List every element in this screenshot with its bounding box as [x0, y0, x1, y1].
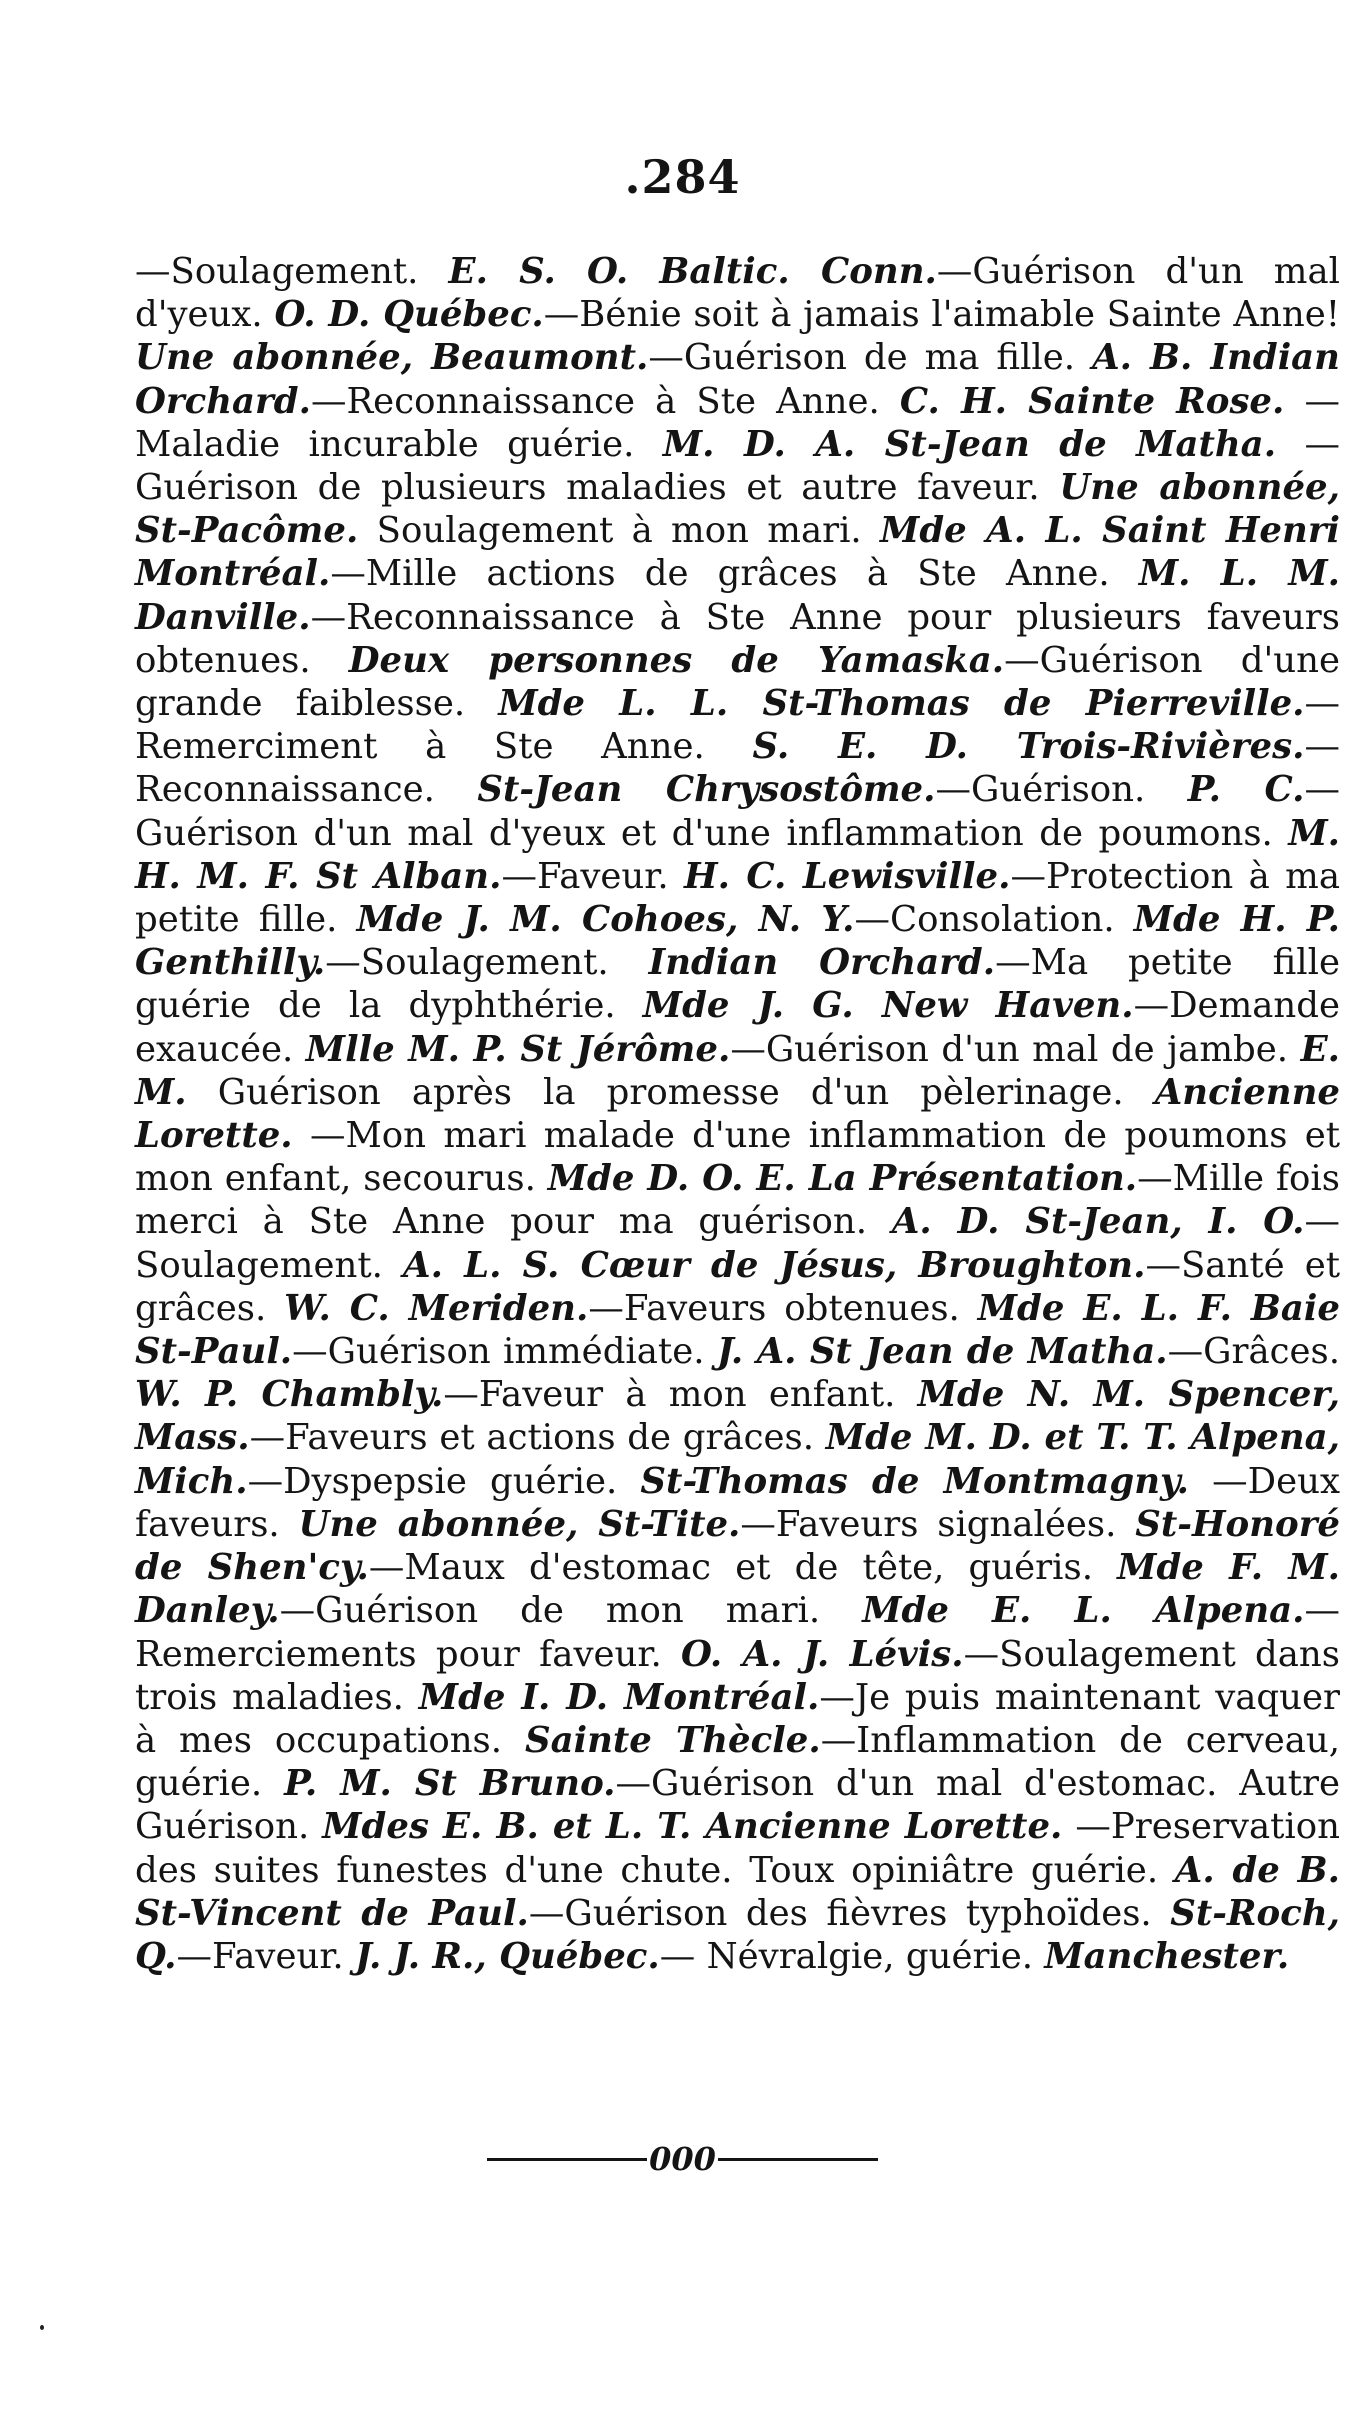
entry-text: —Reconnaissance. [135, 726, 1340, 811]
entry-text: —Guérison des fièvres typhoïdes. [528, 1892, 1171, 1934]
entry-signature: Mlle M. P. St Jérôme. [305, 1028, 731, 1070]
entry-signature: Mde H. P. Genthilly. [135, 899, 1340, 984]
entry-text: —Soulagement. [325, 942, 649, 984]
entry-text: —Faveur. [176, 1935, 355, 1977]
entry-signature: Une abonnée, Beaumont. [135, 337, 649, 379]
entry-signature: Mde F. M. Danley. [135, 1547, 1340, 1632]
entry-text: —Faveurs et actions de grâces. [249, 1417, 826, 1459]
entry-signature: St-Jean Chrysostôme. [477, 769, 936, 811]
entry-signature: Mde J. G. New Haven. [642, 985, 1134, 1027]
entry-signature: St-Roch, Q. [135, 1892, 1340, 1977]
entry-text: —Protection à ma petite fille. [135, 855, 1340, 941]
entry-text: —Guérison d'une grande faiblesse. [135, 639, 1340, 725]
entry-text: —Mille fois merci à Ste Anne pour ma guérison. [135, 1158, 1340, 1243]
entry-text: —Grâces. [1167, 1331, 1340, 1373]
entry-signature: Indian Orchard. [648, 942, 996, 984]
entry-signature: Mde L. L. St-Thomas de Pierreville. [498, 683, 1305, 725]
entry-text: —Guérison immédiate. [292, 1331, 717, 1373]
entry-signature: Mde A. L. Saint Henri Montréal. [135, 510, 1341, 595]
entry-signature: E. M. [135, 1028, 1340, 1113]
entry-signature: Manchester. [1044, 1935, 1290, 1977]
entry-signature: A. B. Indian Orchard. [135, 337, 1340, 422]
entry-signature: M. H. M. F. St Alban. [135, 812, 1340, 897]
entry-text: —Guérison. [935, 769, 1188, 811]
entry-signature: Ancienne Lorette. [135, 1071, 1340, 1157]
entry-text: —Inflammation de cerveau, guérie. [135, 1719, 1341, 1805]
entry-text: Soulagement à mon mari. [358, 510, 881, 552]
entry-signature: C. H. Sainte Rose. [899, 380, 1285, 422]
entry-text: —Soulagement. [135, 1201, 1341, 1286]
entry-signature: A. de B. St-Vincent de Paul. [135, 1849, 1340, 1934]
entry-text: —Guérison de ma fille. [648, 337, 1093, 379]
entry-text: —Mon mari malade d'une inflammation de poumons et mon enfant, secourus. [135, 1115, 1340, 1200]
entry-signature: O. A. J. Lévis. [681, 1633, 964, 1675]
entry-signature: Deux personnes de Yamaska. [348, 639, 1005, 681]
entry-signature: M. D. A. St-Jean de Matha. [662, 423, 1277, 465]
entry-signature: A. D. St-Jean, I. O. [891, 1201, 1305, 1243]
entry-text: —Consolation. [854, 899, 1134, 941]
entry-signature: St-Honoré de Shen'cy. [135, 1503, 1340, 1589]
entry-signature: St-Thomas de Montmagny. [640, 1460, 1189, 1502]
entry-text: —Soulagement. [135, 251, 449, 292]
print-speck [40, 2325, 44, 2330]
entry-signature: Mde M. D. et T. T. Alpena, Mich. [135, 1417, 1340, 1502]
entry-text: — Névralgie, guérie. [659, 1935, 1045, 1977]
entry-text: —Preservation des suites funestes d'une chute. Toux opiniâtre guérie. [135, 1806, 1340, 1891]
end-ornament [0, 2140, 1365, 2178]
entry-text: —Reconnaissance à Ste Anne. [310, 380, 900, 422]
entry-text: —Faveur. [501, 855, 685, 897]
entry-text: —Remerciment à Ste Anne. [135, 683, 1341, 768]
entry-signature: Mdes E. B. et L. T. Ancienne Lorette. [322, 1806, 1063, 1848]
entry-signature: M. L. M. Danville. [135, 553, 1340, 638]
entry-text: —Guérison de mon mari. [279, 1590, 863, 1632]
entry-signature: Mde D. O. E. La Présentation. [547, 1158, 1138, 1200]
end-rule-left [487, 2158, 647, 2161]
entry-signature: W. P. Chambly. [135, 1374, 444, 1416]
entry-text: —Guérison d'un mal d'yeux et d'une inflammation de poumons. [135, 769, 1340, 854]
entry-signature: Une abonnée, St-Pacôme. [135, 467, 1340, 552]
thanksgiving-list-paragraph [135, 250, 1340, 1978]
entry-signature: O. D. Québec. [274, 294, 544, 336]
entry-text: —Guérison de plusieurs maladies et autre faveur. [135, 423, 1340, 509]
entry-text: —Demande exaucée. [135, 985, 1340, 1070]
entry-signature: Sainte Thècle. [524, 1719, 821, 1761]
entry-text: —Je puis maintenant vaquer à mes occupations. [135, 1676, 1341, 1761]
entry-signature: P. M. St Bruno. [284, 1763, 616, 1805]
entry-signature: Mde E. L. Alpena. [862, 1590, 1305, 1632]
entry-text: Guérison après la promesse d'un pèlerinage. [186, 1071, 1155, 1113]
entry-signature: P. C. [1187, 769, 1305, 811]
entry-signature: J. J. R., Québec. [354, 1935, 660, 1977]
entry-text: —Deux faveurs. [135, 1460, 1340, 1545]
entry-signature: H. C. Lewisville. [684, 855, 1011, 897]
entry-text: —Guérison d'un mal de jambe. [730, 1028, 1301, 1070]
entry-signature: S. E. D. Trois-Rivières. [752, 726, 1305, 768]
entry-text: —Dyspepsie guérie. [247, 1460, 641, 1502]
entry-signature: Mde E. L. F. Baie St-Paul. [135, 1287, 1341, 1373]
entry-text: —Mille actions de grâces à Ste Anne. [330, 553, 1139, 595]
entry-text: —Guérison d'un mal d'yeux. [135, 251, 1340, 336]
entry-text: —Remerciements pour faveur. [135, 1590, 1340, 1675]
entry-signature: W. C. Meriden. [284, 1287, 589, 1329]
entry-text: —Guérison d'un mal d'estomac. Autre Guérison. [135, 1763, 1341, 1848]
entry-text: —Maladie incurable guérie. [135, 380, 1340, 465]
entry-signature: Mde I. D. Montréal. [418, 1676, 820, 1718]
end-mark: 000 [649, 2140, 716, 2178]
entry-signature: E. S. O. Baltic. Conn. [448, 251, 937, 292]
entry-text: —Faveurs obtenues. [588, 1287, 978, 1329]
entry-signature: Une abonnée, St-Tite. [298, 1503, 741, 1545]
entry-text: —Santé et grâces. [135, 1244, 1340, 1329]
entry-signature: Mde J. M. Cohoes, N. Y. [356, 899, 855, 941]
entry-text: —Faveurs signalées. [740, 1503, 1136, 1545]
entry-text: —Faveur à mon enfant. [443, 1374, 918, 1416]
entry-text: —Soulagement dans trois maladies. [135, 1633, 1341, 1718]
page-number: .284 [624, 150, 741, 204]
entry-text: —Ma petite fille guérie de la dyphthérie. [135, 942, 1340, 1027]
entry-signature: J. A. St Jean de Matha. [716, 1331, 1168, 1373]
entry-text: —Maux d'estomac et de tête, guéris. [368, 1547, 1118, 1589]
entry-text: —Bénie soit à jamais l'aimable Sainte Anne! [543, 294, 1340, 336]
entry-signature: Mde N. M. Spencer, Mass. [135, 1374, 1341, 1459]
end-rule-right [718, 2158, 878, 2161]
entry-text: —Reconnaissance à Ste Anne pour plusieurs faveurs obtenues. [135, 596, 1340, 681]
entry-signature: A. L. S. Cœur de Jésus, Broughton. [403, 1244, 1146, 1286]
